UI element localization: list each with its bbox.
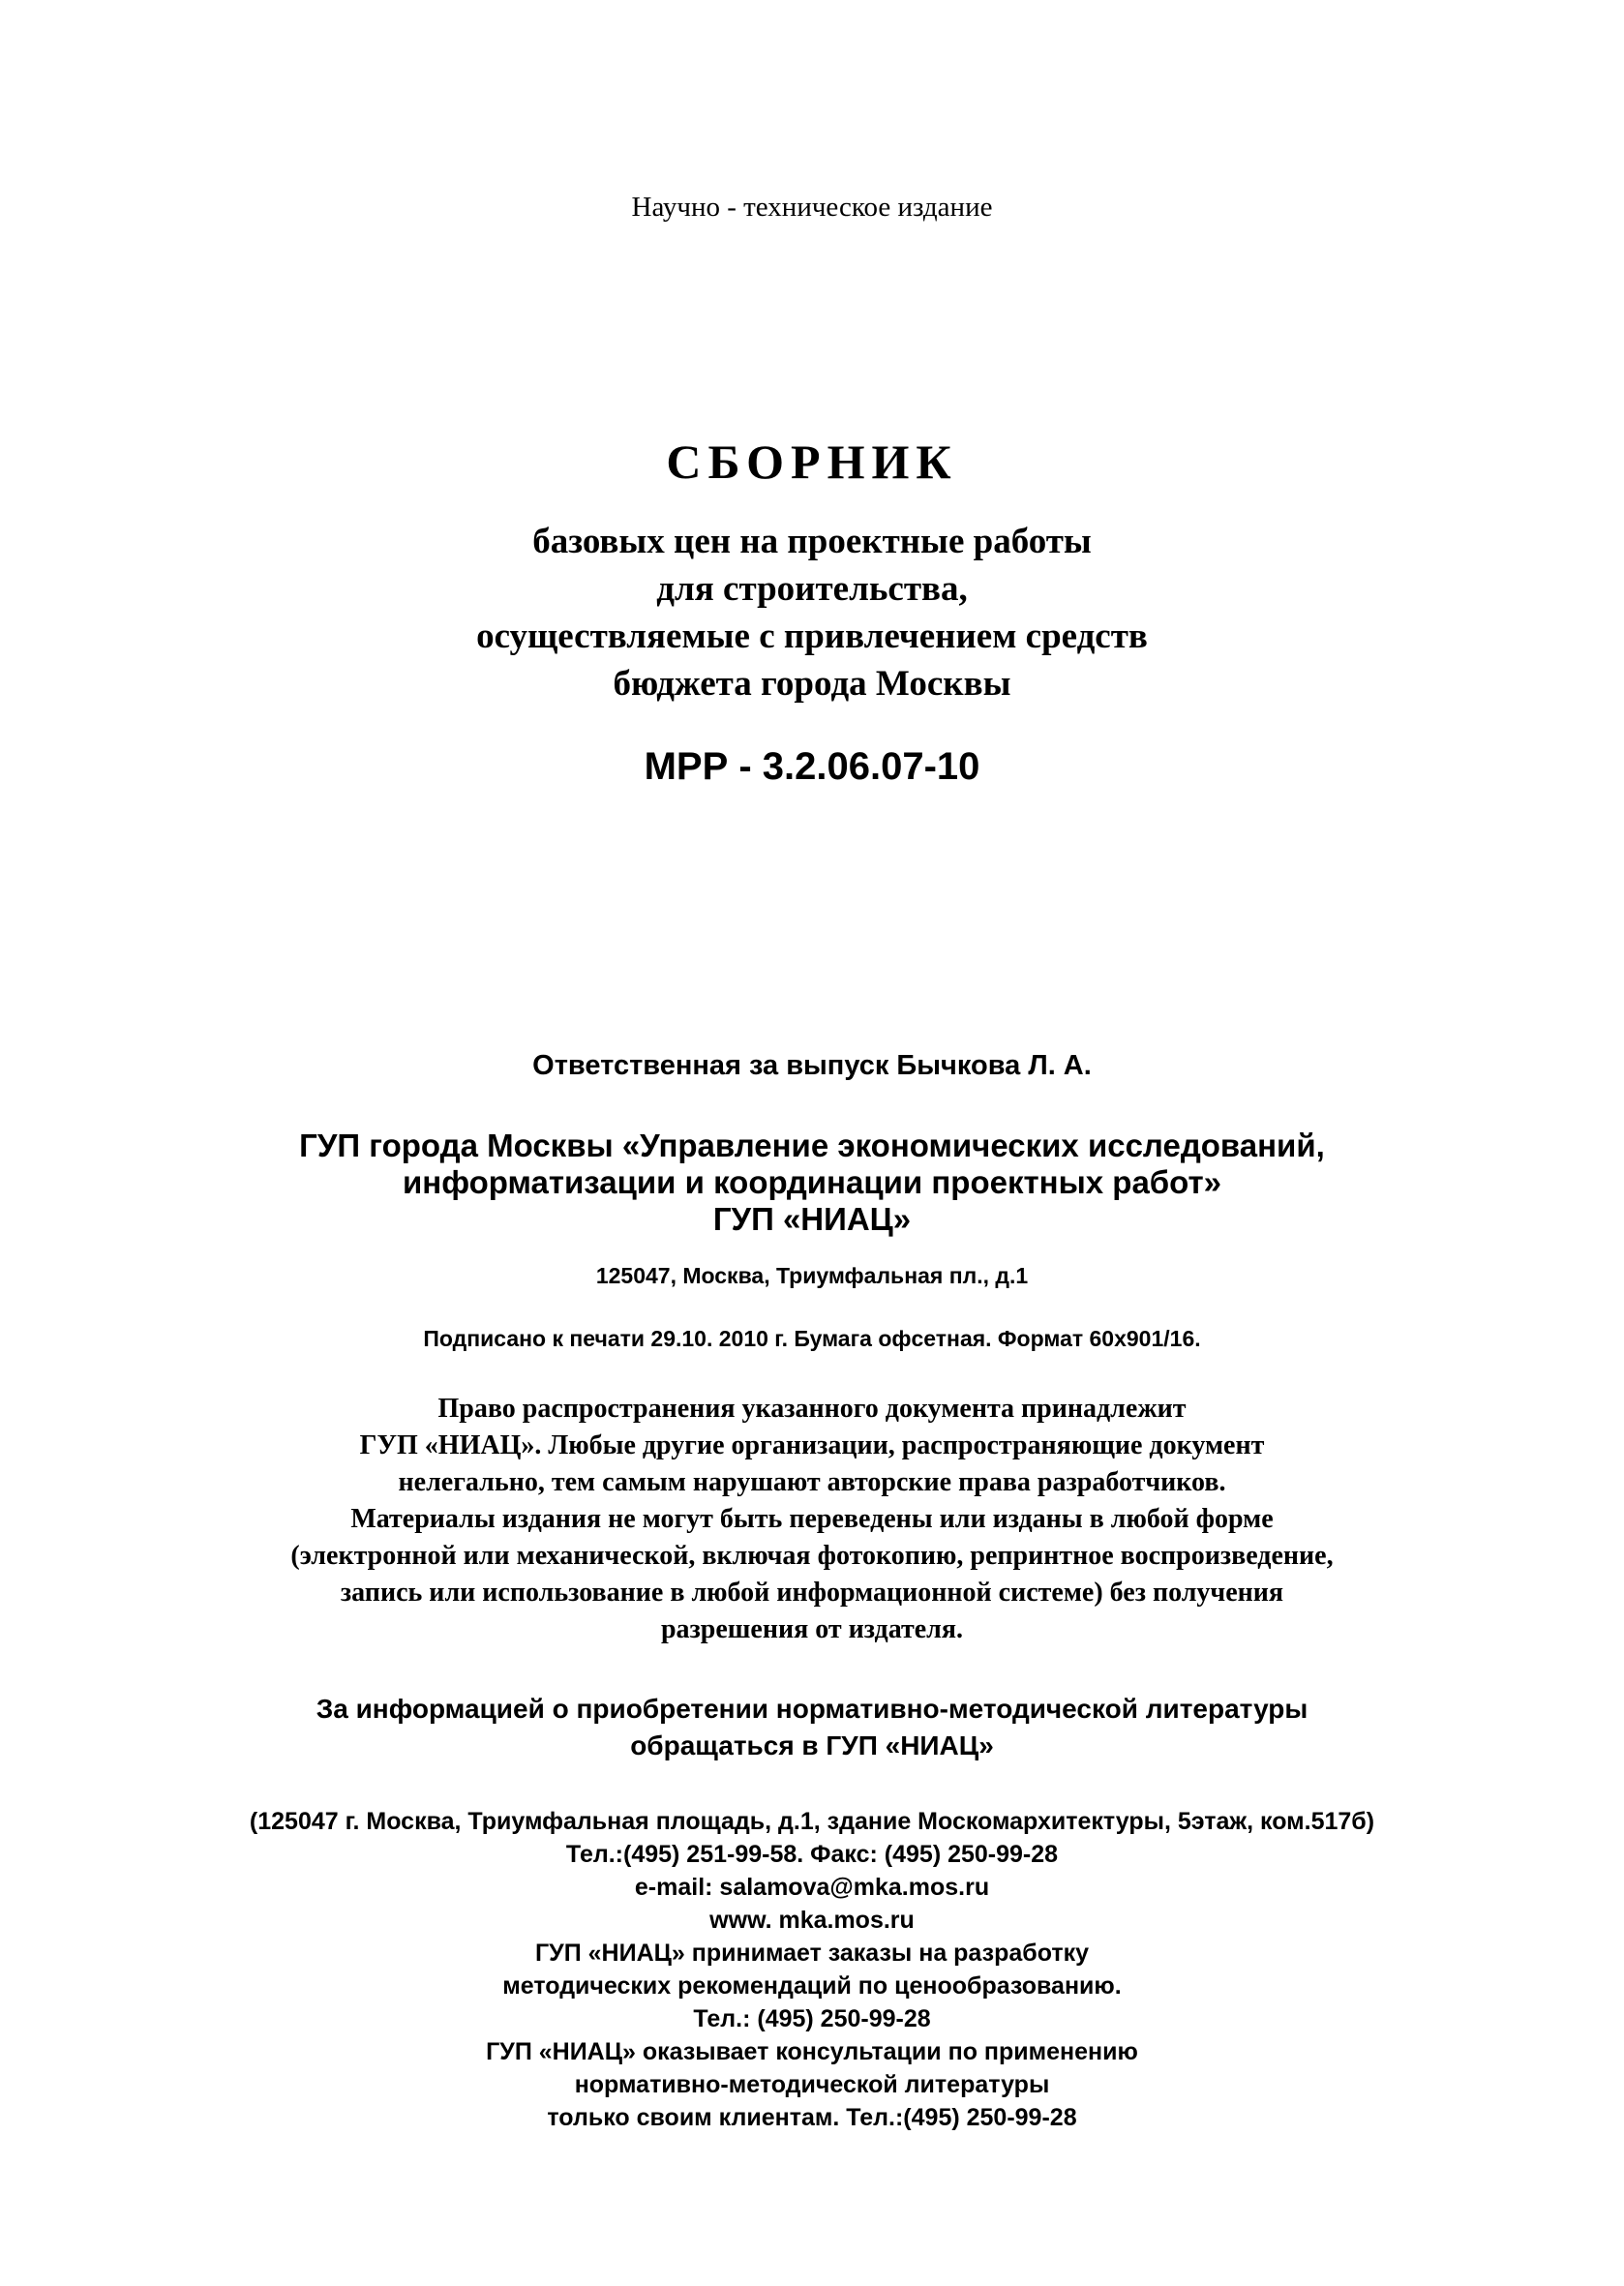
contact-line: ГУП «НИАЦ» оказывает консультации по применению <box>486 2038 1138 2065</box>
info-line: обращаться в ГУП «НИАЦ» <box>630 1730 994 1760</box>
subtitle-line: базовых цен на проектные работы <box>532 522 1092 561</box>
email-line: e-mail: salamova@mka.mos.ru <box>634 1874 990 1901</box>
rights-line: разрешения от издателя. <box>660 1614 964 1644</box>
subtitle-line: для строительства, <box>656 569 968 609</box>
subtitle-line: осуществляемые с привлечением средств <box>476 617 1148 656</box>
info-line: За информацией о приобретении нормативно-методической литературы <box>316 1694 1308 1724</box>
document-title: СБОРНИК <box>666 435 958 489</box>
organization-line: ГУП города Москвы «Управление экономических исследований, <box>299 1128 1325 1163</box>
publisher-address: 125047, Москва, Триумфальная пл., д.1 <box>595 1263 1029 1288</box>
organization-line: информатизации и координации проектных работ» <box>402 1164 1222 1200</box>
contact-line: нормативно-методической литературы <box>574 2071 1050 2098</box>
organization-line: ГУП «НИАЦ» <box>712 1201 912 1237</box>
edition-type: Научно - техническое издание <box>631 192 993 223</box>
subtitle-line: бюджета города Москвы <box>613 664 1011 704</box>
contact-line: Тел.: (495) 250-99-28 <box>693 2005 931 2032</box>
rights-line: запись или использование в любой информационной системе) без получения <box>340 1578 1284 1608</box>
website-line: www. mka.mos.ru <box>709 1907 915 1934</box>
responsible-person: Ответственная за выпуск Бычкова Л. А. <box>532 1050 1092 1081</box>
contact-line: ГУП «НИАЦ» принимает заказы на разработку <box>535 1940 1089 1967</box>
print-info: Подписано к печати 29.10. 2010 г. Бумага офсетная. Формат 60х901/16. <box>423 1326 1201 1351</box>
rights-line: (электронной или механической, включая фотокопию, репринтное воспроизведение, <box>290 1541 1334 1571</box>
rights-line: нелегально, тем самым нарушают авторские права разработчиков. <box>398 1467 1226 1497</box>
contact-line: Тел.:(495) 251-99-58. Факс: (495) 250-99-28 <box>565 1841 1059 1868</box>
rights-line: Материалы издания не могут быть переведены или изданы в любой форме <box>350 1504 1274 1534</box>
rights-line: Право распространения указанного документа принадлежит <box>437 1394 1187 1424</box>
contact-line: методических рекомендаций по ценообразованию. <box>502 1972 1122 2000</box>
document-code: МРР - 3.2.06.07-10 <box>644 745 980 788</box>
rights-line: ГУП «НИАЦ». Любые другие организации, распространяющие документ <box>359 1430 1265 1460</box>
contact-line: (125047 г. Москва, Триумфальная площадь, д.1, здание Москомархитектуры, 5этаж, ком.517б) <box>249 1808 1375 1835</box>
contact-line: только своим клиентам. Тел.:(495) 250-99-28 <box>547 2104 1077 2131</box>
